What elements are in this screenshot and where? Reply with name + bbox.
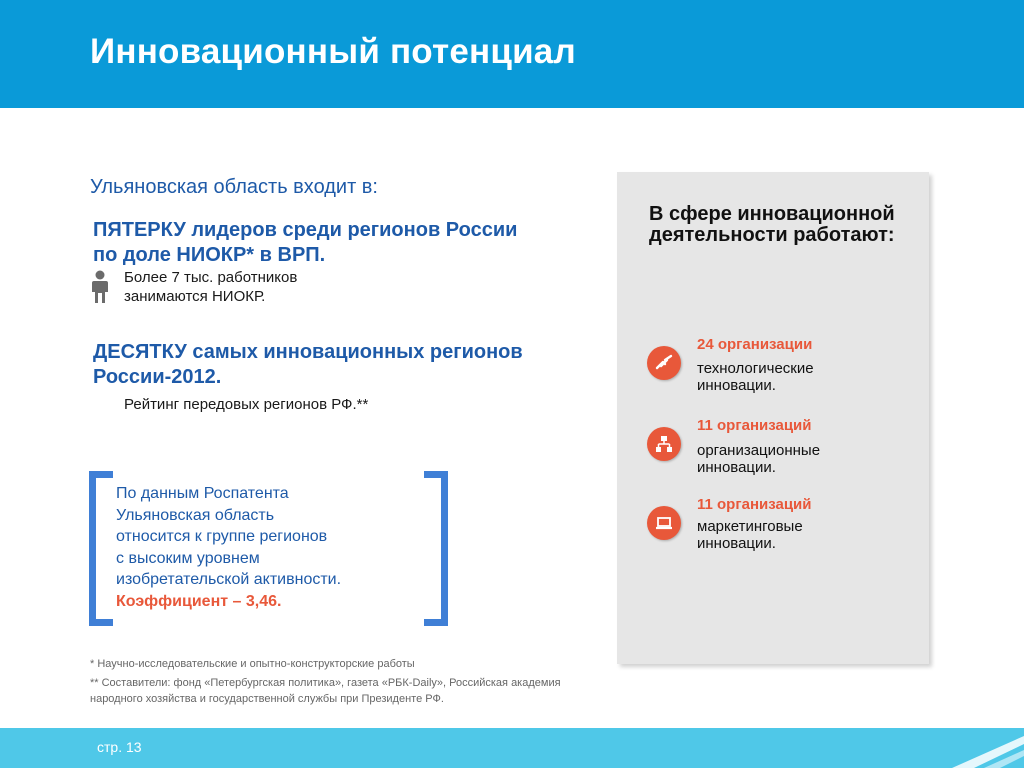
lead-top-five: ПЯТЕРКУ лидеров среди регионов России по доле НИОКР* в ВРП.: [93, 219, 518, 266]
footnotes: [90, 656, 610, 710]
org-desc-line: технологические: [697, 360, 814, 377]
footer-bar: [0, 728, 1024, 768]
footnote-2: ** Составители: фонд «Петербургская политика», газета «РБК-Daily», Российская академия народного хозяйства и государственной службы при Президенте РФ.: [90, 677, 561, 705]
page-title: Инновационный потенциал: [90, 32, 576, 71]
intro-text: Ульяновская область входит в:: [90, 176, 378, 198]
panel-title: В сфере инновационной деятельности работают:: [649, 203, 895, 246]
quote-line: По данным Роспатента: [116, 485, 289, 502]
left-bracket: [89, 471, 113, 626]
org-count: 24 организации: [697, 336, 813, 353]
workers-note-line2: занимаются НИОКР.: [124, 288, 266, 305]
right-bracket: [424, 471, 448, 626]
rospatent-quote: [116, 483, 416, 612]
coefficient-text: Коэффициент – 3,46.: [116, 592, 282, 610]
laptop-icon: [647, 506, 681, 540]
header-bar: [0, 0, 1024, 108]
org-desc-line: инновации.: [697, 459, 776, 476]
quote-line: изобретательской активности.: [116, 571, 342, 588]
lead-top-ten: ДЕСЯТКУ самых инновационных регионов России-2012.: [93, 341, 523, 388]
rating-note: Рейтинг передовых регионов РФ.**: [124, 396, 369, 413]
workers-note-line1: Более 7 тыс. работников: [124, 269, 298, 286]
org-desc-line: организационные: [697, 442, 821, 459]
quote-line: с высоким уровнем: [116, 549, 260, 567]
logo-swoosh-icon: [944, 728, 1024, 768]
org-count: 11 организаций: [697, 496, 812, 513]
org-desc-line: маркетинговые: [697, 518, 803, 535]
footnote-1: * Научно-исследовательские и опытно-конструкторские работы: [90, 658, 415, 670]
org-desc-line: инновации.: [697, 535, 776, 552]
quote-line: Ульяновская область: [116, 506, 275, 524]
tech-innovation-icon: [647, 346, 681, 380]
page-number: стр. 13: [97, 739, 142, 755]
quote-line: относится к группе регионов: [116, 528, 328, 545]
org-desc: [697, 442, 897, 476]
org-desc-line: инновации.: [697, 377, 776, 394]
org-desc: [697, 518, 897, 552]
org-count: 11 организаций: [697, 417, 812, 434]
org-structure-icon: [647, 427, 681, 461]
innovation-panel: [617, 172, 929, 664]
org-desc: [697, 360, 897, 394]
workers-note: [124, 268, 297, 306]
person-icon: [90, 270, 110, 304]
